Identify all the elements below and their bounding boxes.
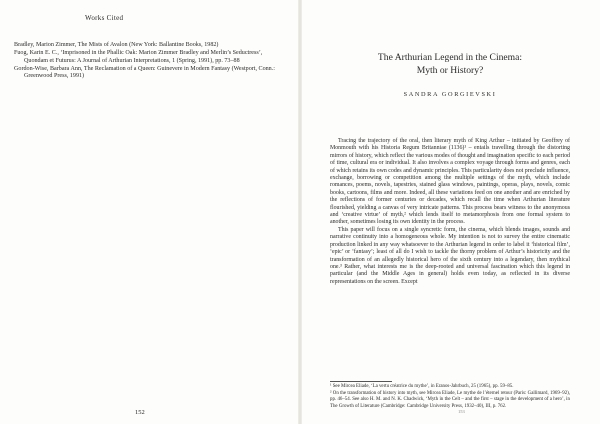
page-number-left: 152 <box>135 409 145 416</box>
works-cited-list <box>14 42 286 81</box>
footnote: ¹ See Mircea Eliade, ‘La vertu créatrice du mythe’, in Eranos-Jahrbuch, 25 (1965), pp. 59–85. <box>330 384 514 389</box>
article-title: The Arthurian Legend in the Cinema: <box>377 52 523 63</box>
works-cited-entry: Bradley, Marion Zimmer, The Mists of Avalon (New York: Ballantine Books, 1982) <box>14 42 219 48</box>
body-paragraph: Tracing the trajectory of the oral, then literary myth of King Arthur – initiated by Geoffrey of Monmouth with his Historia Regum Britanniae (1136)¹ – entails travelling through the distorting mirrors of history, which reflect the various modes of thought and imagination specific to each period of time, cultural era or individual. It also involves a complex voyage through forms and genres, each of which retains its own codes and dynamic principles. This particularity does not preclude influence, exchange, borrowing or competition among the multiple settings of the myth, which include romances, poems, novels, tapestries, stained glass windows, paintings, operas, plays, novels, comic books, cartoons, films and more. Indeed, all these variations feed on one another and are enriched by the reflections of former centuries or decades, which recall the time when Arthurian literature flourished, yielding a canvas of very intricate patterns. This process bears witness to the anonymous and ‘creative virtue’ of myth,² which lends itself to metamorphosis from one formal system to another, sometimes losing its own identity in the process. <box>330 138 570 226</box>
article-subtitle: Myth or History? <box>416 65 484 76</box>
article-header <box>322 52 578 98</box>
page-number-right: 153 <box>458 409 465 414</box>
article-body <box>330 138 570 286</box>
footnotes <box>330 384 570 411</box>
right-page <box>300 0 600 424</box>
running-head: Works Cited <box>85 14 124 22</box>
footnote: ² On the transformation of history into myth, see Mircea Eliade, Le mythe de l’éternel retour (Paris: Gallimard, 1969–92), pp. 46–54. See also H. M. and N. K. Chadwick, ‘Myth in the Celt – and the first – stage in the development of a hero’, in The Growth of Literature (Cambridge: Cambridge University Press, 1932–40), III, p. 762. <box>330 391 570 409</box>
article-author: SANDRA GORGIEVSKI <box>403 91 497 98</box>
works-cited-entry: Fuog, Karin E. C., ‘Imprisoned in the Phallic Oak: Marion Zimmer Bradley and Merlin’s Seductress’, Quondam et Futurus: A Journal of Arthurian Interpretations, 1 (Spring, 1991), pp. 73–88 <box>14 50 263 64</box>
footnote-rule <box>330 381 392 382</box>
body-paragraph: This paper will focus on a single syncretic form, the cinema, which blends images, sounds and narrative continuity into a homogeneous whole. My intention is not to survey the entire cinematic production linked in any way whatsoever to the Arthurian legend in order to label it ‘historical film’, ‘epic’ or ‘fantasy’; least of all do I wish to tackle the thorny problem of Arthur’s historicity and the transformation of an allegedly historical hero of the sixth century into a legendary, then mythical one.³ Rather, what interests me is the deep-rooted and universal fascination which this legend in particular (and the Middle Ages in general) holds even today, as reflected in its diverse representations on the screen. Except <box>330 226 570 285</box>
works-cited-entry: Gordon-Wise, Barbara Ann, The Reclamation of a Queen: Guinevere in Modern Fantasy (Westport, Conn.: Greenwood Press, 1991) <box>14 65 275 80</box>
